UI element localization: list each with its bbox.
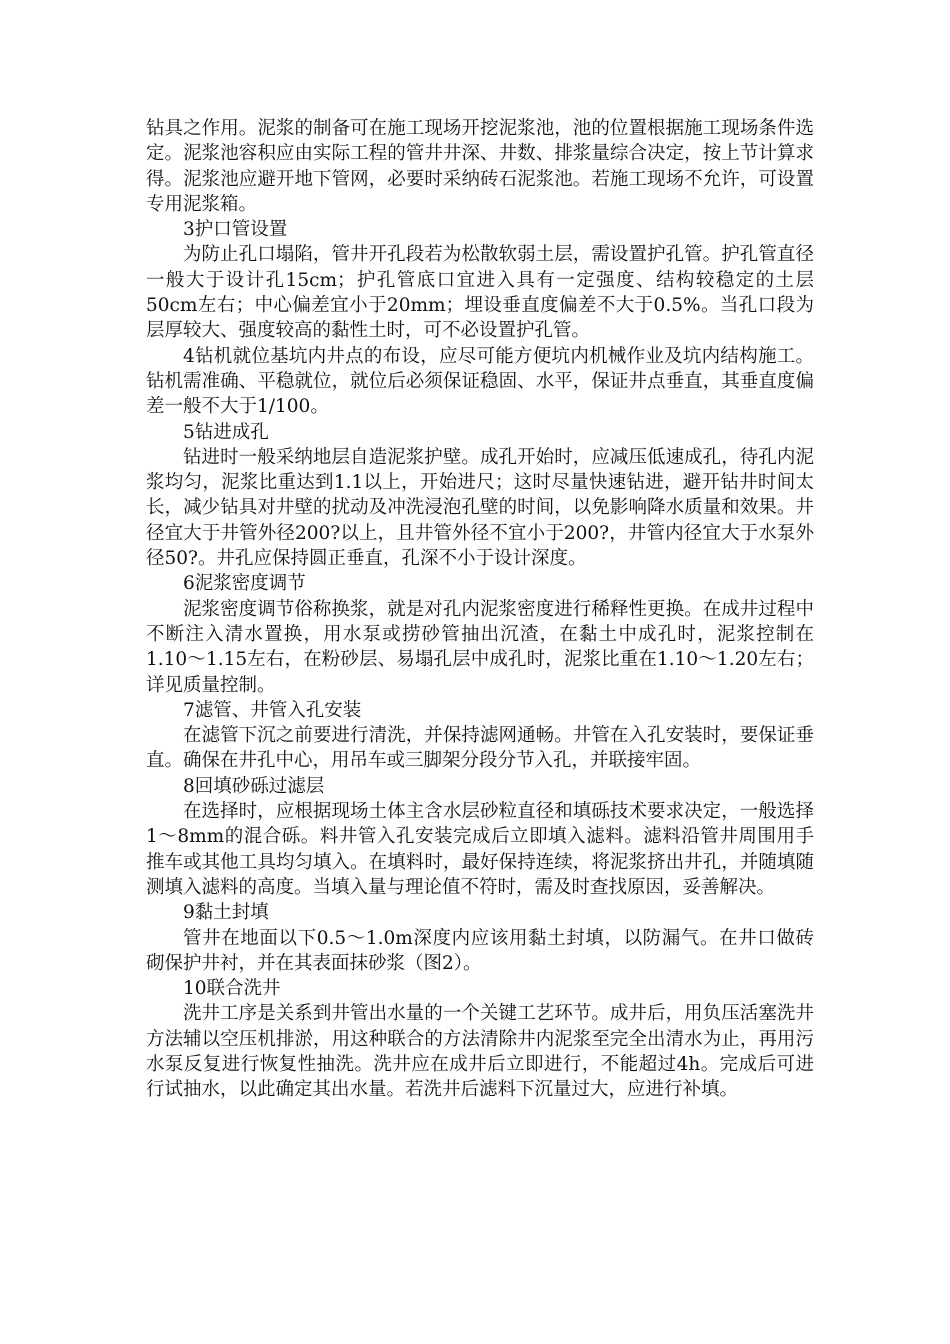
paragraph-drill-positioning: 4钻机就位基坑内井点的布设，应尽可能方便坑内机械作业及坑内结构施工。钻机需准确、平稳就位，就位后必须保证稳固、水平，保证井点垂直，其垂直度偏差一般不大于1/100。 (146, 345, 814, 418)
paragraph-combined-washing: 洗井工序是关系到井管出水量的一个关键工艺环节。成井后，用负压活塞洗井方法辅以空压机排淤，用这种联合的方法清除井内泥浆至完全出清水为止，再用污水泵反复进行恢复性抽洗。洗井应在成井后立即进行，不能超过4h。完成后可进行试抽水，以此确定其出水量。若洗井后滤料下沉量过大，应进行补填。 (146, 1003, 814, 1101)
paragraph-gravel-backfill: 在选择时，应根据现场土体主含水层砂粒直径和填砾技术要求决定，一般选择1～8mm的混合砾。料井管入孔安装完成后立即填入滤料。滤料沿管井周围用手推车或其他工具均匀填入。在填料时，最好保持连续，将泥浆挤出井孔，并随填随测填入滤料的高度。当填入量与理论值不符时，需及时查找原因，妥善解决。 (146, 801, 814, 898)
heading-gravel-backfill: 8回填砂砾过滤层 (183, 775, 325, 797)
paragraph-mud-preparation: 钻具之作用。泥浆的制备可在施工现场开挖泥浆池，池的位置根据施工现场条件选定。泥浆池容积应由实际工程的管井井深、井数、排浆量综合决定，按上节计算求得。泥浆池应避开地下管网，必要时采纳砖石泥浆池。若施工现场不允许，可设置专用泥浆箱。 (146, 118, 814, 215)
heading-combined-washing: 10联合洗井 (183, 978, 281, 1000)
paragraph-drilling: 钻进时一般采纳地层自造泥浆护壁。成孔开始时，应减压低速成孔，待孔内泥浆均匀，泥浆比重达到1.1以上，开始进尺；这时尽量快速钻进，避开钻井时间太长，减少钻具对井壁的扰动及冲洗浸泡孔壁的时间，以免影响降水质量和效果。井径宜大于井管外径200?以上，且井管外径不宜小于200?，井管内径宜大于水泵外径50?。井孔应保持圆正垂直，孔深不小于设计深度。 (146, 446, 814, 570)
heading-casing-setup: 3护口管设置 (183, 219, 288, 241)
heading-drilling: 5钻进成孔 (183, 421, 269, 443)
heading-pipe-installation: 7滤管、井管入孔安装 (183, 699, 362, 721)
document-page (146, 116, 814, 1103)
heading-clay-seal: 9黏土封填 (183, 902, 269, 924)
heading-mud-density: 6泥浆密度调节 (183, 573, 306, 595)
paragraph-casing-setup: 为防止孔口塌陷，管井开孔段若为松散软弱土层，需设置护孔管。护孔管直径一般大于设计孔15cm；护孔管底口宜进入具有一定强度、结构较稳定的土层50cm左右；中心偏差宜小于20mm；埋设垂直度偏差不大于0.5%。当孔口段为层厚较大、强度较高的黏性土时，可不必设置护孔管。 (146, 244, 814, 342)
paragraph-pipe-installation: 在滤管下沉之前要进行清洗，并保持滤网通畅。井管在入孔安装时，要保证垂直。确保在井孔中心，用吊车或三脚架分段分节入孔，并联接牢固。 (146, 725, 814, 772)
paragraph-clay-seal: 管井在地面以下0.5～1.0m深度内应该用黏土封填，以防漏气。在井口做砖砌保护井衬，并在其表面抹砂浆（图2）。 (146, 927, 814, 974)
paragraph-mud-density: 泥浆密度调节俗称换浆，就是对孔内泥浆密度进行稀释性更换。在成井过程中不断注入清水置换，用水泵或捞砂管抽出沉渣，在黏土中成孔时，泥浆控制在1.10～1.15左右，在粉砂层、易塌孔层中成孔时，泥浆比重在1.10～1.20左右；详见质量控制。 (146, 598, 814, 696)
